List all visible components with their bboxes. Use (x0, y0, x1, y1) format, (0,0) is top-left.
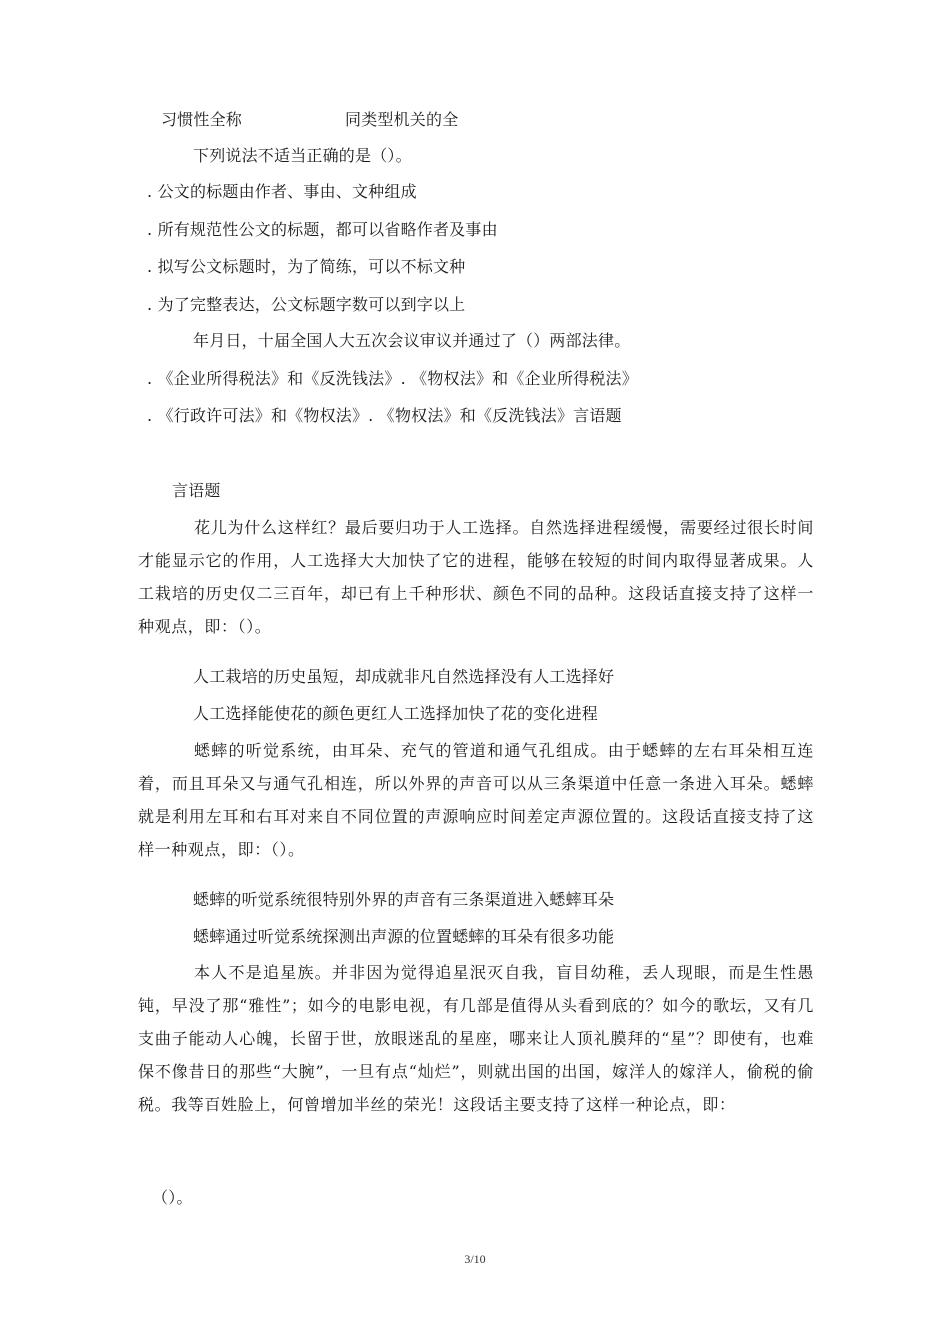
option-line: . 所有规范性公文的标题，都可以省略作者及事由 (147, 220, 498, 239)
option-line: . 为了完整表达，公文标题字数可以到字以上 (147, 295, 466, 314)
option-line: . 《企业所得税法》和《反洗钱法》. 《物权法》和《企业所得税法》 (147, 369, 638, 388)
answer-blank: （）。 (152, 1188, 193, 1207)
option-line: 人工选择能使花的颜色更红人工选择加快了花的变化进程 (193, 704, 599, 723)
question-line: 下列说法不适当正确的是（）。 (193, 146, 412, 165)
question-paragraph: 花儿为什么这样红？最后要归功于人工选择。自然选择进程缓慢，需要经过很长时间才能显示它的作用，人工选择大大加快了它的进程，能够在较短的时间内取得显著成果。人工栽培的历史仅二三百年，却已有上千种形状、颜色不同的品种。这段话直接支持了这样一种观点，即：（）。 (138, 518, 814, 636)
question-paragraph: 本人不是追星族。并非因为觉得追星泯灭自我，盲目幼稚，丢人现眼，而是生性愚钝，早没了那“雅性”；如今的电影电视，有几部是值得从头看到底的？如今的歌坛，又有几支曲子能动人心魄，长留于世，放眼迷乱的星座，哪来让人顶礼膜拜的“星”？即使有，也难保不像昔日的那些“大腕”，一旦有点“灿烂”，则就出国的出国，嫁洋人的嫁洋人，偷税的偷税。我等百姓脸上，何曾增加半丝的荣光！这段话主要支持了这样一种论点，即： (138, 963, 814, 1114)
text-line: 同类型机关的全 (345, 110, 459, 129)
question-paragraph: 蟋蟀的听觉系统，由耳朵、充气的管道和通气孔组成。由于蟋蟀的左右耳朵相互连着，而且耳朵又与通气孔相连，所以外界的声音可以从三条渠道中任意一条进入耳朵。蟋蟀就是利用左耳和右耳对来自不同位置的声源响应时间差定声源位置的。这段话直接支持了这样一种观点，即：（）。 (138, 741, 814, 859)
question-line: 年月日，十届全国人大五次会议审议并通过了（）两部法律。 (193, 331, 631, 350)
page-number: 3/10 (464, 1252, 486, 1266)
option-line: . 拟写公文标题时，为了简练，可以不标文种 (147, 257, 466, 276)
option-line: . 公文的标题由作者、事由、文种组成 (147, 182, 417, 201)
option-line: 人工栽培的历史虽短，却成就非凡自然选择没有人工选择好 (193, 667, 615, 686)
option-line: 蟋蟀通过听觉系统探测出声源的位置蟋蟀的耳朵有很多功能 (193, 927, 615, 946)
text-line: 习惯性全称 (161, 110, 243, 129)
option-line: 蟋蟀的听觉系统很特别外界的声音有三条渠道进入蟋蟀耳朵 (193, 890, 615, 909)
option-line: . 《行政许可法》和《物权法》. 《物权法》和《反洗钱法》言语题 (147, 406, 622, 425)
section-heading: 言语题 (172, 481, 221, 500)
